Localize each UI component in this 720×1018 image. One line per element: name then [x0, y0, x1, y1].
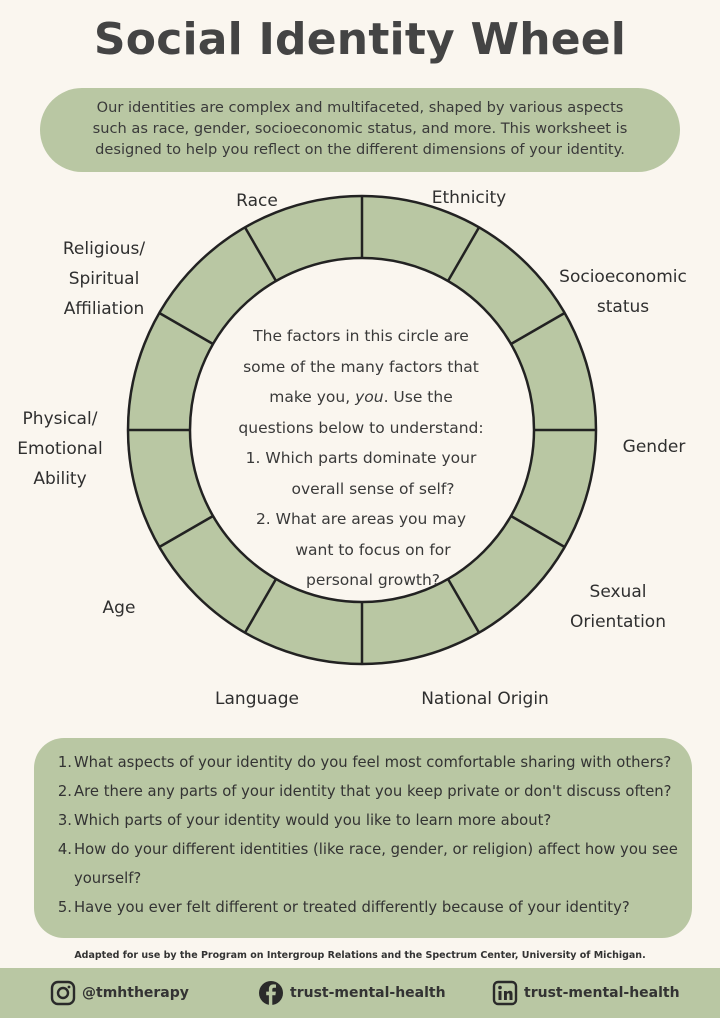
footer-bar: [0, 968, 720, 1018]
label-age: Age: [102, 598, 136, 618]
label-physical-line3: Ability: [33, 469, 87, 489]
center-line: questions below to understand:: [238, 418, 484, 437]
credit-line: Adapted for use by the Program on Intergroup Relations and the Spectrum Center, University of Michigan.: [74, 950, 646, 961]
center-line: The factors in this circle are: [253, 327, 469, 345]
center-line: some of the many factors that: [243, 357, 479, 376]
facebook-label: trust-mental-health: [290, 985, 446, 1001]
center-text-fragment: . Use the: [383, 388, 453, 406]
label-national-origin: National Origin: [421, 689, 549, 709]
center-line: [226, 382, 496, 413]
question-text: How do your different identities (like race, gender, or religion) affect how you see yourself?: [74, 841, 678, 887]
question-number: 2.: [57, 783, 72, 800]
center-question-1-cont: overall sense of self?: [291, 479, 455, 498]
question-item: [54, 835, 684, 893]
question-text: What aspects of your identity do you feel most comfortable sharing with others?: [74, 754, 672, 771]
question-number: 1.: [57, 754, 72, 771]
label-sexual-orientation: [560, 577, 676, 637]
linkedin-label: trust-mental-health: [524, 985, 680, 1001]
instagram-handle[interactable]: [50, 980, 189, 1006]
linkedin-icon: [492, 980, 518, 1006]
instagram-label: @tmhtherapy: [82, 985, 189, 1001]
question-number: 5.: [57, 899, 72, 916]
facebook-icon: [258, 980, 284, 1006]
question-text: Which parts of your identity would you like to learn more about?: [74, 812, 552, 829]
wheel-center-text: [226, 321, 496, 596]
label-race: Race: [236, 191, 278, 211]
label-socioeconomic-line2: status: [596, 297, 650, 317]
label-religious-line3: Affiliation: [63, 299, 145, 319]
label-ethnicity: Ethnicity: [431, 188, 507, 208]
label-language: Language: [215, 689, 299, 709]
question-text: Have you ever felt different or treated differently because of your identity?: [74, 899, 630, 916]
center-question-2: 2. What are areas you may: [255, 510, 467, 528]
label-physical-line2: Emotional: [17, 439, 103, 459]
intro-banner: [40, 88, 680, 172]
linkedin-handle[interactable]: [492, 980, 680, 1006]
question-number: 4.: [57, 841, 72, 858]
center-question-2-cont: want to focus on for: [295, 540, 451, 559]
question-item: [54, 806, 684, 835]
question-item: [54, 893, 684, 922]
label-socioeconomic: [550, 262, 696, 322]
question-item: [54, 748, 684, 777]
label-religious-line2: Spiritual: [68, 269, 140, 289]
label-sexual-line2: Orientation: [570, 612, 666, 632]
label-socioeconomic-line1: Socioeconomic: [559, 267, 687, 287]
question-number: 3.: [57, 812, 72, 829]
question-text: Are there any parts of your identity that you keep private or don't discuss often?: [74, 783, 672, 800]
center-text-fragment: make you,: [269, 388, 356, 406]
label-gender: Gender: [622, 437, 686, 457]
reflection-questions: [34, 738, 692, 938]
label-religious-line1: Religious/: [62, 239, 146, 259]
center-question-1: 1. Which parts dominate your: [245, 449, 477, 467]
facebook-handle[interactable]: [258, 980, 446, 1006]
label-physical-ability: [8, 404, 112, 494]
label-sexual-line1: Sexual: [589, 582, 647, 602]
label-physical-line1: Physical/: [22, 409, 98, 429]
center-text-emphasis: you: [355, 388, 384, 406]
label-religious-affiliation: [52, 234, 156, 324]
page-title: Social Identity Wheel: [93, 14, 627, 65]
intro-text: Our identities are complex and multifaceted, shaped by various aspects such as race, gender, socioeconomic status, and more. This worksheet is designed to help you reflect on the different dimensions of your identity.: [92, 99, 628, 158]
question-item: [54, 777, 684, 806]
center-question-2-cont: personal growth?: [305, 571, 441, 589]
instagram-icon: [50, 980, 76, 1006]
